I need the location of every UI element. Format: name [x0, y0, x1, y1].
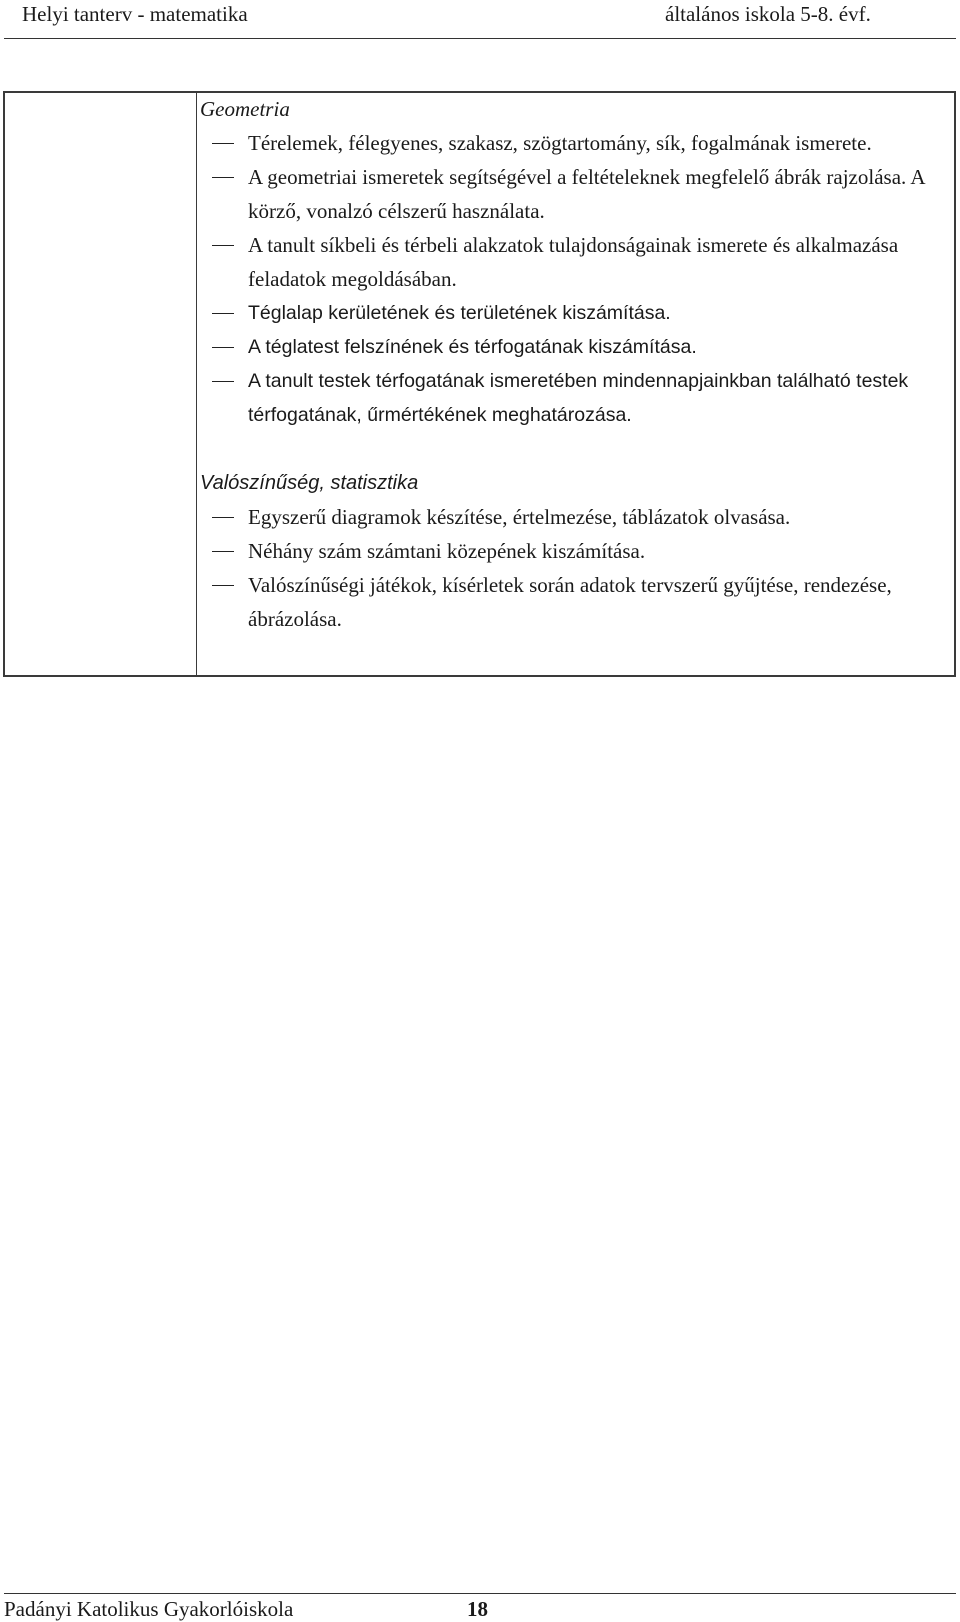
list-item: [200, 500, 940, 534]
section-title-geometria: Geometria: [200, 97, 290, 121]
dash-bullet-icon: [212, 551, 234, 552]
dash-bullet-icon: [212, 313, 234, 314]
dash-bullet-icon: [212, 585, 234, 586]
list-item: [200, 160, 940, 228]
header-title: Helyi tanterv - matematika: [22, 2, 248, 26]
section-title-valoszinuseg: Valószínűség, statisztika: [200, 472, 419, 494]
valoszinuseg-list: [200, 500, 940, 636]
list-item-text: Térelemek, félegyenes, szakasz, szögtartomány, sík, fogalmának ismerete.: [248, 131, 872, 155]
list-item: [200, 568, 940, 636]
list-item: [200, 330, 940, 364]
list-item-text: A tanult síkbeli és térbeli alakzatok tulajdonságainak ismerete és alkalmazása feladatok megoldásában.: [248, 233, 899, 291]
header-divider: [4, 38, 956, 39]
list-item-text: Néhány szám számtani közepének kiszámítása.: [248, 539, 646, 563]
list-item: [200, 364, 940, 432]
list-item: [200, 126, 940, 160]
dash-bullet-icon: [212, 177, 234, 178]
section-spacer: [200, 432, 940, 465]
dash-bullet-icon: [212, 381, 234, 382]
header-subtitle: általános iskola 5-8. évf.: [665, 2, 871, 26]
list-item-text: A tanult testek térfogatának ismeretében mindennapjainkban található testek térfogatának, űrmértékének meghatározása.: [248, 370, 909, 426]
geometria-list: [200, 126, 940, 432]
dash-bullet-icon: [212, 347, 234, 348]
list-item: [200, 228, 940, 296]
table-column-divider: [196, 93, 197, 675]
list-item-text: A geometriai ismeretek segítségével a feltételeknek megfelelő ábrák rajzolása. A körző, vonalzó célszerű használata.: [248, 165, 925, 223]
dash-bullet-icon: [212, 517, 234, 518]
dash-bullet-icon: [212, 143, 234, 144]
list-item-text: A téglatest felszínének és térfogatának kiszámítása.: [248, 336, 697, 358]
page-footer: [0, 1590, 960, 1622]
list-item-text: Egyszerű diagramok készítése, értelmezése, táblázatok olvasása.: [248, 505, 791, 529]
footer-school-name: Padányi Katolikus Gyakorlóiskola: [4, 1597, 294, 1621]
page-number: 18: [467, 1597, 488, 1621]
list-item: [200, 534, 940, 568]
list-item: [200, 296, 940, 330]
list-item-text: Téglalap kerületének és területének kiszámítása.: [248, 302, 671, 324]
page-header: [0, 0, 960, 36]
list-item-text: Valószínűségi játékok, kísérletek során adatok tervszerű gyűjtése, rendezése, ábrázolása.: [248, 573, 892, 631]
dash-bullet-icon: [212, 245, 234, 246]
curriculum-content: [200, 91, 940, 636]
